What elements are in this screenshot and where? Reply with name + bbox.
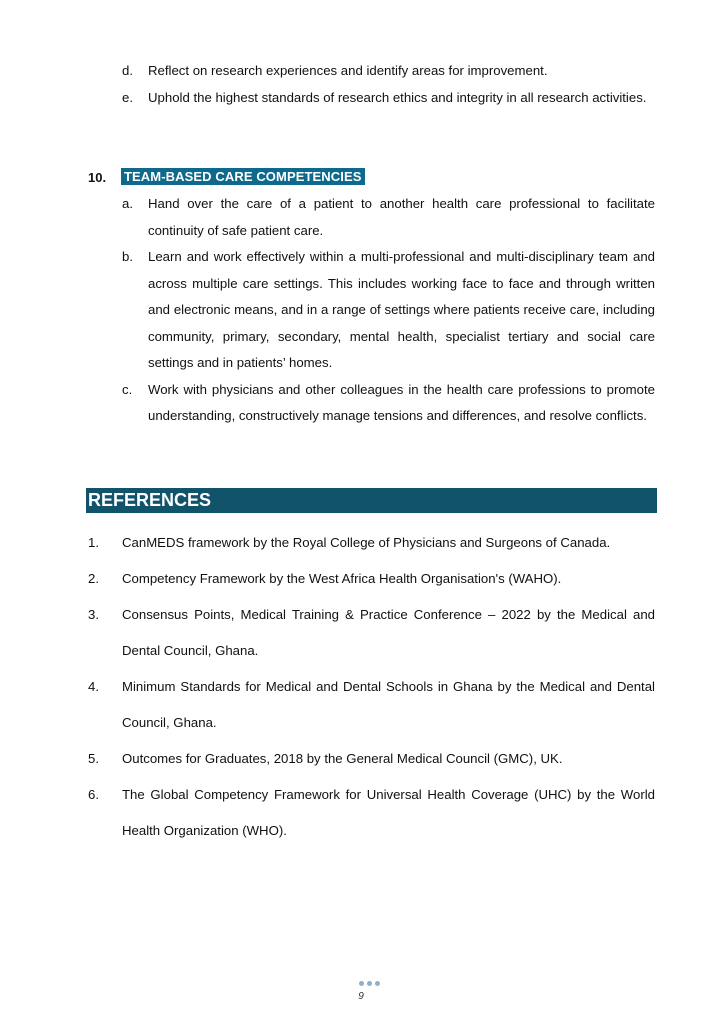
list-marker: b. [122, 249, 133, 264]
list-item-b [122, 244, 655, 377]
reference-text: Consensus Points, Medical Training & Practice Conference – 2022 by the Medical and Dental Council, Ghana. [122, 607, 655, 658]
references-heading: REFERENCES [86, 488, 657, 513]
footer-dots-icon [359, 981, 383, 987]
list-item-text: Work with physicians and other colleagues in the health care professions to promote understanding, constructively manage tensions and differences, and resolve conflicts. [148, 381, 655, 423]
list-item-text: Reflect on research experiences and identify areas for improvement. [148, 63, 548, 78]
reference-text: The Global Competency Framework for Universal Health Coverage (UHC) by the World Health Organization (WHO). [122, 787, 655, 838]
list-marker: a. [122, 196, 133, 211]
reference-text: Outcomes for Graduates, 2018 by the General Medical Council (GMC), UK. [122, 751, 563, 766]
list-item-text: Learn and work effectively within a multi-professional and multi-disciplinary team and across multiple care settings. This includes working face to face and through written and electronic means, and in a range of settings where patients receive care, including community, primary, secondary, mental health, specialist tertiary and social care settings and in patients’ homes. [148, 249, 655, 370]
reference-number: 3. [88, 607, 99, 622]
reference-item [88, 669, 655, 741]
section-title: TEAM-BASED CARE COMPETENCIES [121, 168, 365, 185]
section-number: 10. [88, 170, 107, 185]
list-item-e [122, 85, 655, 112]
reference-item [88, 741, 655, 777]
references-list [88, 525, 655, 849]
reference-item [88, 597, 655, 669]
reference-number: 6. [88, 787, 99, 802]
page-number: 9 [358, 991, 364, 1002]
reference-number: 2. [88, 571, 99, 586]
list-item-c [122, 377, 655, 430]
list-item-text: Uphold the highest standards of research ethics and integrity in all research activities. [148, 89, 647, 105]
list-item-d [122, 58, 655, 85]
list-item-a [122, 191, 655, 244]
reference-text: Competency Framework by the West Africa Health Organisation's (WAHO). [122, 571, 562, 586]
reference-number: 1. [88, 535, 99, 550]
reference-number: 4. [88, 679, 99, 694]
reference-item [88, 777, 655, 849]
list-item-text: Hand over the care of a patient to another health care professional to facilitate continuity of safe patient care. [148, 196, 655, 238]
reference-item [88, 561, 655, 597]
reference-number: 5. [88, 751, 99, 766]
list-marker: c. [122, 381, 133, 397]
continued-list [122, 58, 655, 111]
list-marker: e. [122, 89, 133, 105]
reference-item [88, 525, 655, 561]
reference-text: Minimum Standards for Medical and Dental Schools in Ghana by the Medical and Dental Council, Ghana. [122, 679, 655, 730]
list-marker: d. [122, 63, 133, 78]
section-10-list [122, 191, 655, 430]
reference-text: CanMEDS framework by the Royal College of Physicians and Surgeons of Canada. [122, 535, 611, 550]
